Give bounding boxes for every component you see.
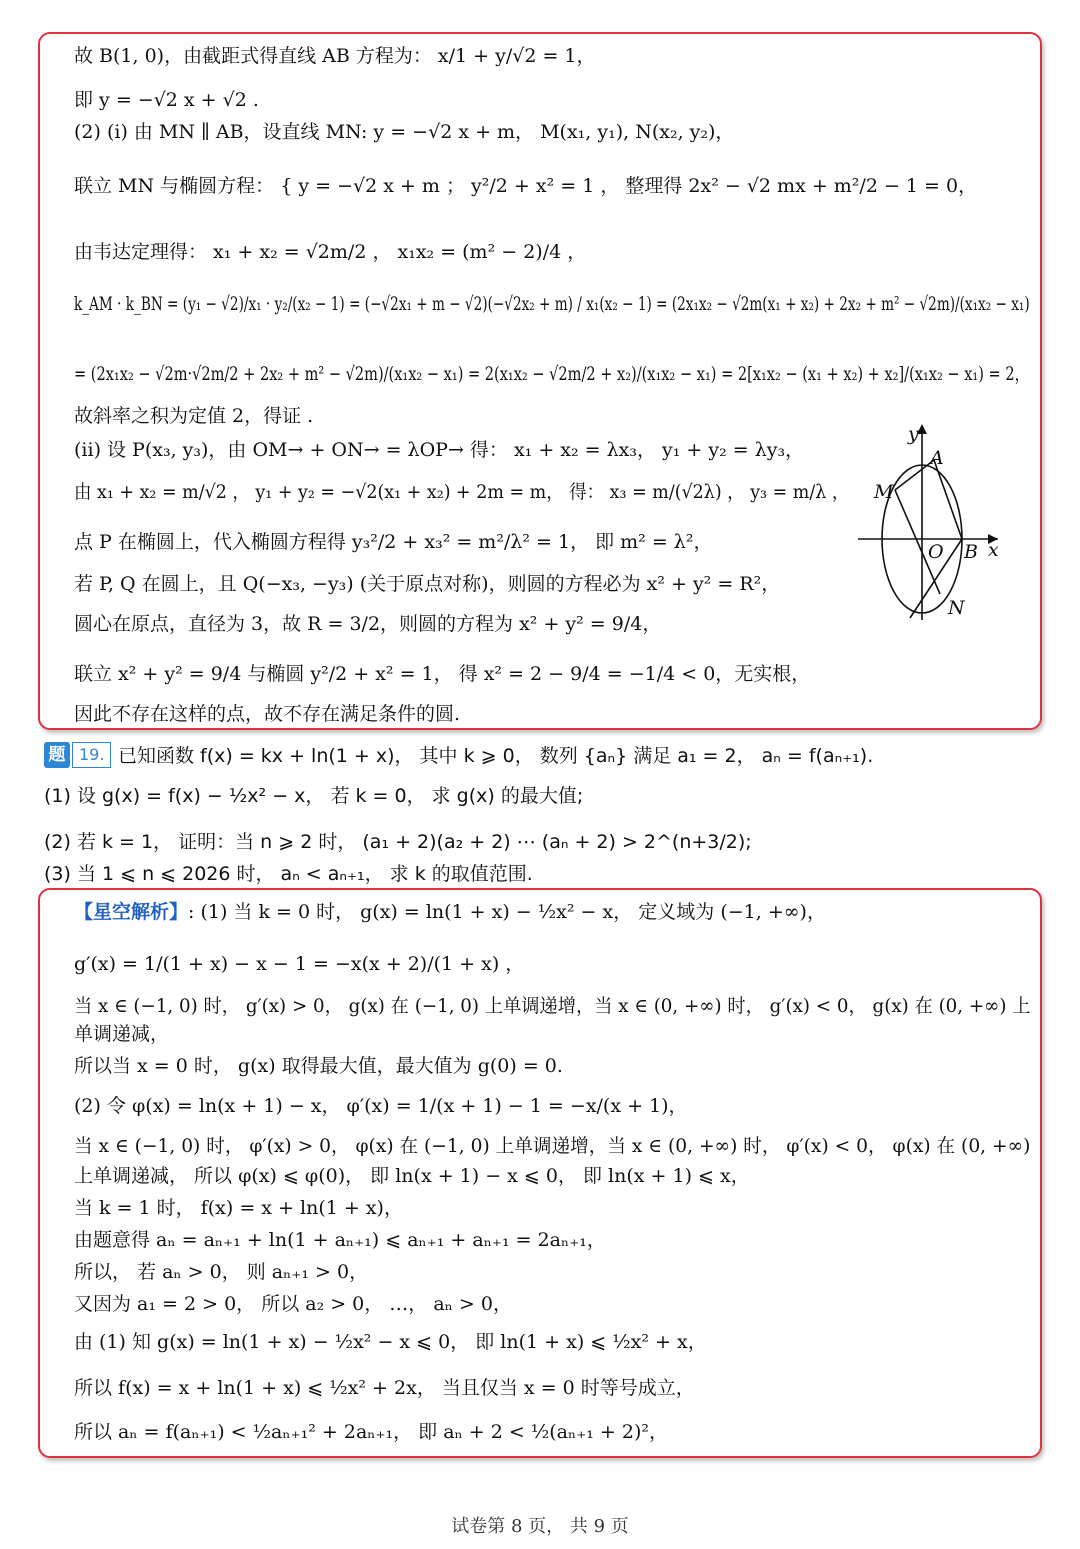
axis-x-label: x [988,539,999,561]
text-line [74,1054,563,1082]
text-line [74,900,826,928]
line-text: 若 P, Q 在圆上，且 Q(−x₃, −y₃) (关于原点对称)，则圆的方程必为 x² + y² = R²， [74,573,781,595]
line-text: 即 y = −√2 x + √2 . [74,89,259,111]
text-line [74,480,849,508]
text-line [74,240,586,268]
text-line [74,174,977,202]
point-A-label: A [930,447,944,469]
text-line [74,952,524,980]
text-line [74,1376,695,1404]
solution-label: 【星空解析】 [74,901,189,923]
line-text: 上单调递减， 所以 φ(x) ⩽ φ(0)， 即 ln(x + 1) − x ⩽ 0， 即 ln(x + 1) ⩽ x， [74,1165,750,1187]
text-line [74,662,810,690]
line-text: (2) 令 φ(x) = ln(x + 1) − x， φ′(x) = 1/(x + 1) − 1 = −x/(x + 1)， [74,1095,688,1117]
line-text: 由 (1) 知 g(x) = ln(1 + x) − ½x² − x ⩽ 0， 即 ln(1 + x) ⩽ ½x² + x， [74,1331,707,1353]
text-line [44,862,533,890]
line-text: g′(x) = 1/(1 + x) − x − 1 = −x(x + 2)/(1 + x) ， [74,953,525,975]
line-text: (1) 设 g(x) = f(x) − ½x² − x， 若 k = 0， 求 g(x) 的最大值; [44,785,584,807]
text-line [74,530,712,558]
text-line [74,120,734,148]
text-line [74,1134,1030,1162]
ellipse-figure [858,418,1038,628]
text-line [74,1420,668,1448]
text-line [74,1094,688,1122]
line-text: 由 x₁ + x₂ = m/√2 ， y₁ + y₂ = −√2(x₁ + x₂) + 2m = m， 得： x₃ = m/(√2λ) ， y₃ = m/λ ， [74,481,850,503]
text-line [74,1228,606,1256]
point-N-label: N [948,597,965,619]
line-text: 所以， 若 aₙ > 0， 则 aₙ₊₁ > 0， [74,1261,369,1283]
line-text: 单调递减， [74,1023,170,1045]
text-line [74,702,460,730]
text-line [74,612,661,640]
line-text: 联立 x² + y² = 9/4 与椭圆 y²/2 + x² = 1， 得 x² = 2 − 9/4 = −1/4 < 0，无实根， [74,663,811,685]
point-M-label: M [874,481,894,503]
line-text: 又因为 a₁ = 2 > 0， 所以 a₂ > 0， …， aₙ > 0， [74,1293,512,1315]
text-line [74,1260,368,1288]
text-line [74,292,1030,320]
point-B-label: B [964,541,978,563]
line-text: 所以 f(x) = x + ln(1 + x) ⩽ ½x² + 2x， 当且仅当 x = 0 时等号成立， [74,1377,695,1399]
text-line [74,1196,403,1224]
line-text: (2) 若 k = 1， 证明：当 n ⩾ 2 时， (a₁ + 2)(a₂ + 2) ⋯ (aₙ + 2) > 2^(n+3/2); [44,831,752,853]
line-text: 所以当 x = 0 时， g(x) 取得最大值，最大值为 g(0) = 0. [74,1055,563,1077]
origin-O-label: O [928,541,944,563]
text-line [74,1022,169,1050]
question-badge: 题 [44,742,70,768]
text-line [74,404,313,432]
line-text: (2) (i) 由 MN ∥ AB，设直线 MN: y = −√2 x + m， M(x₁, y₁), N(x₂, y₂)， [74,121,735,143]
line-text: 故 B(1, 0)，由截距式得直线 AB 方程为： x/1 + y/√2 = 1， [74,45,596,67]
line-text: (ii) 设 P(x₃, y₃)，由 OM→ + ON→ = λOP→ 得： x₁ + x₂ = λx₃， y₁ + y₂ = λy₃， [74,439,805,461]
line-text: 点 P 在椭圆上，代入椭圆方程得 y₃²/2 + x₃² = m²/λ² = 1， 即 m² = λ²， [74,531,713,553]
line-text: 联立 MN 与椭圆方程： { y = −√2 x + m ； y²/2 + x² = 1 ， 整理得 2x² − √2 mx + m²/2 − 1 = 0， [74,175,978,197]
line-text: 当 x ∈ (−1, 0) 时， φ′(x) > 0， φ(x) 在 (−1, 0) 上单调递增，当 x ∈ (0, +∞) 时， φ′(x) < 0， φ(x) 在 (0, +∞) [74,1135,1031,1157]
line-text: : (1) 当 k = 0 时， g(x) = ln(1 + x) − ½x² − x， 定义域为 (−1, +∞)， [188,901,826,923]
text-line [74,1330,707,1358]
question-number: 19. [72,742,111,768]
line-text: k_AM · k_BN = (y₁ − √2)/x₁ · y₂/(x₂ − 1) = (−√2x₁ + m − √2)(−√2x₂ + m) / x₁(x₂ − 1) = (2x₁x₂ − √2m(x₁ + x₂) + 2x₂ + m² − √2m)/(x₁x₂ − x₁) [74,293,1030,315]
text-line [118,744,873,772]
text-line [74,88,259,116]
line-text: 故斜率之积为定值 2，得证 . [74,405,314,427]
line-text: 因此不存在这样的点，故不存在满足条件的圆. [74,703,461,725]
text-line [74,438,804,466]
text-line [74,1292,512,1320]
text-line [74,44,596,72]
line-text: 所以 aₙ = f(aₙ₊₁) < ½aₙ₊₁² + 2aₙ₊₁， 即 aₙ + 2 < ½(aₙ₊₁ + 2)²， [74,1421,668,1443]
line-text: = (2x₁x₂ − √2m·√2m/2 + 2x₂ + m² − √2m)/(x₁x₂ − x₁) = 2(x₁x₂ − √2m/2 + x₂)/(x₁x₂ − x₁) = 2[x₁x₂ − (x₁ + x₂) + x₂]/(x₁x₂ − x₁) = 2， [74,363,1030,385]
line-text: 当 k = 1 时， f(x) = x + ln(1 + x)， [74,1197,403,1219]
line-text: 由题意得 aₙ = aₙ₊₁ + ln(1 + aₙ₊₁) ⩽ aₙ₊₁ + aₙ₊₁ = 2aₙ₊₁， [74,1229,606,1251]
line-text: 由韦达定理得： x₁ + x₂ = √2m/2 ， x₁x₂ = (m² − 2)/4 ， [74,241,587,263]
text-line [44,784,583,812]
line-text: 当 x ∈ (−1, 0) 时， g′(x) > 0， g(x) 在 (−1, 0) 上单调递增，当 x ∈ (0, +∞) 时， g′(x) < 0， g(x) 在 (0, +∞) 上 [74,995,1031,1017]
line-text: 圆心在原点，直径为 3，故 R = 3/2，则圆的方程为 x² + y² = 9/4， [74,613,662,635]
text-line [44,830,752,858]
page-footer: 试卷第 8 页， 共 9 页 [451,1516,629,1537]
line-text: 已知函数 f(x) = kx + ln(1 + x)， 其中 k ⩾ 0， 数列 {aₙ} 满足 a₁ = 2， aₙ = f(aₙ₊₁). [118,745,874,767]
text-line [74,994,1031,1022]
axis-y-label: y [908,423,919,445]
text-line [74,572,780,600]
line-text: (3) 当 1 ⩽ n ⩽ 2026 时， aₙ < aₙ₊₁， 求 k 的取值范围. [44,863,533,885]
text-line [74,362,1029,390]
text-line [74,1164,750,1192]
